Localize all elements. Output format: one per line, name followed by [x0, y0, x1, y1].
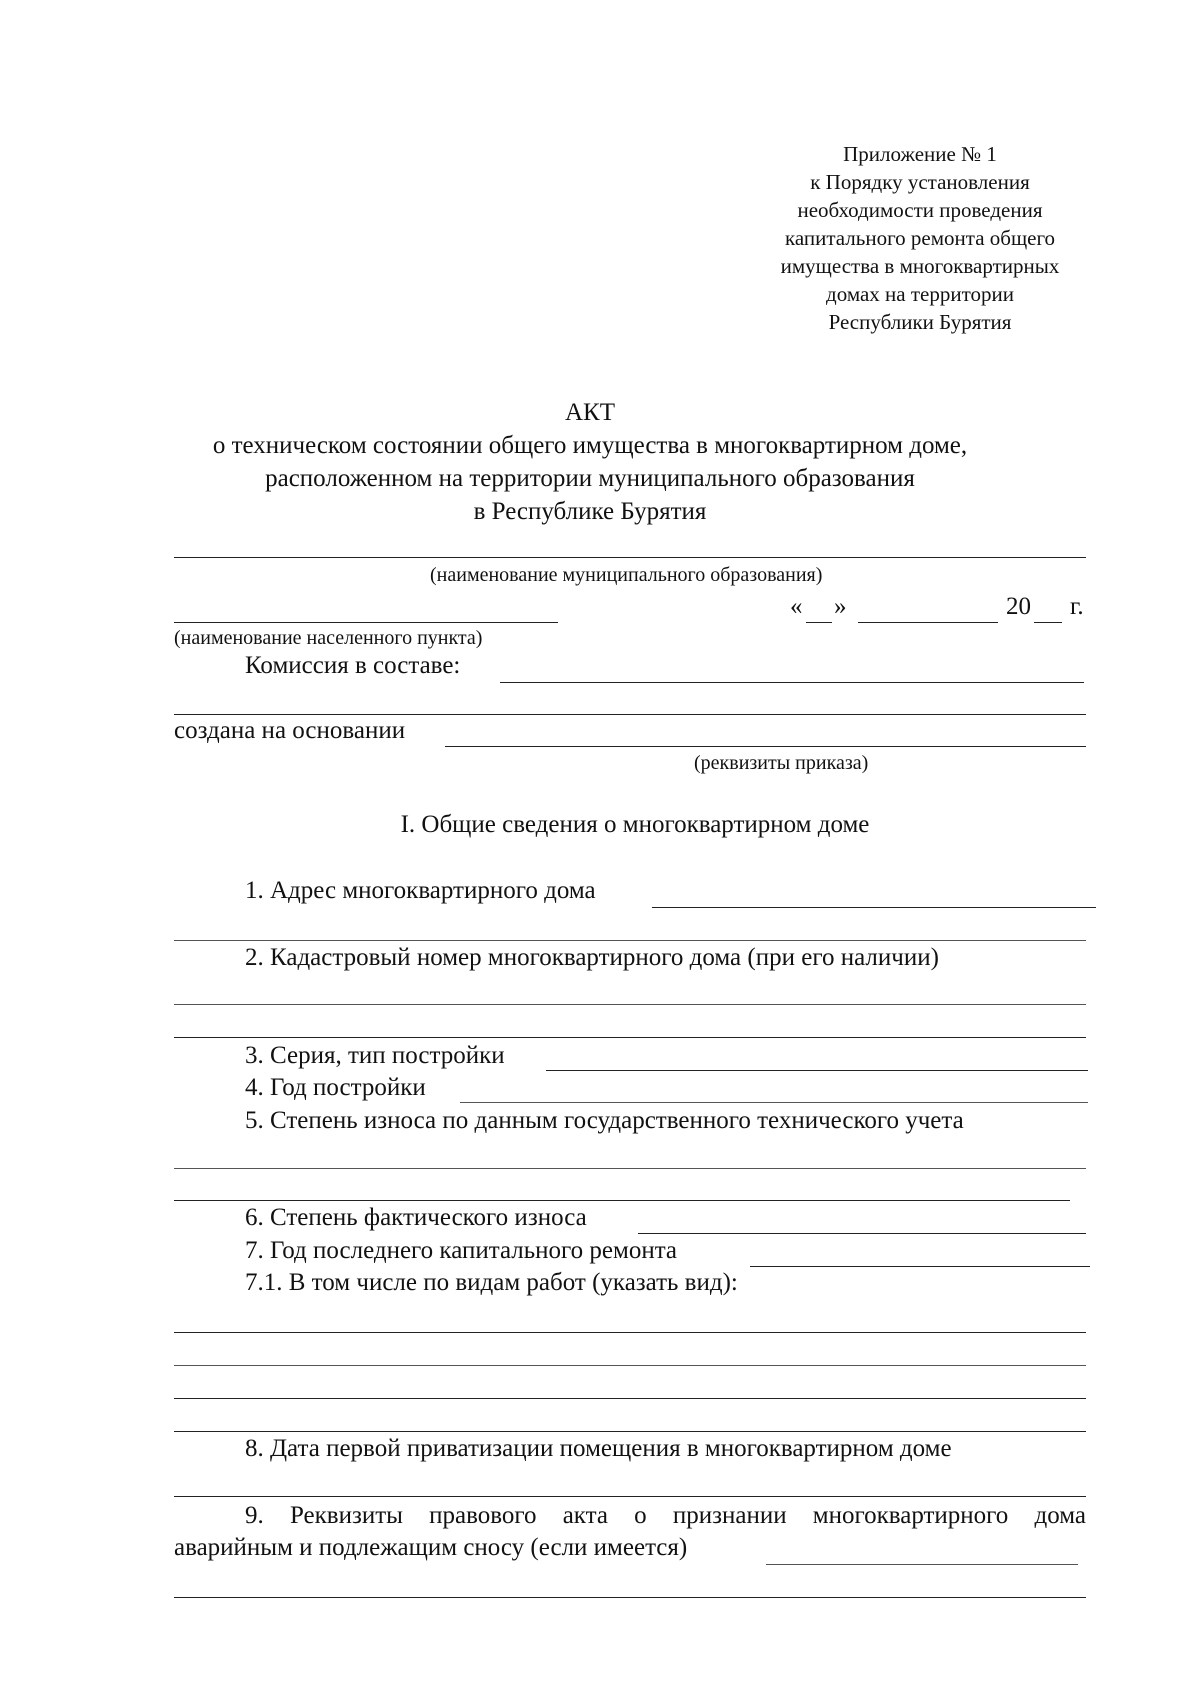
basis-field[interactable]: [445, 746, 1086, 747]
appendix-line: к Порядку установления: [810, 170, 1030, 194]
item-wear-state-label: 5. Степень износа по данным государственного технического учета: [245, 1107, 964, 1134]
title-line: о техническом состоянии общего имущества в многоквартирном доме,: [212, 432, 968, 459]
title-heading: АКТ: [565, 399, 615, 426]
title-line: расположенном на территории муниципального образования: [265, 465, 915, 492]
title-line: в Республике Бурятия: [473, 498, 707, 525]
address-field-continued[interactable]: [174, 940, 1086, 941]
work-types-field-4[interactable]: [174, 1431, 1086, 1432]
date-open-quote: «: [790, 593, 803, 620]
item-year-built-label: 4. Год постройки: [245, 1074, 426, 1101]
basis-label: создана на основании: [174, 717, 406, 744]
appendix-line: Приложение № 1: [843, 142, 997, 166]
cadastral-field[interactable]: [174, 1004, 1086, 1005]
date-year-prefix: 20: [1006, 593, 1031, 620]
settlement-field[interactable]: [174, 622, 558, 623]
item-work-types-label: 7.1. В том числе по видам работ (указать вид):: [245, 1269, 738, 1296]
wear-actual-field[interactable]: [638, 1233, 1086, 1234]
appendix-line: имущества в многоквартирных: [780, 254, 1060, 278]
item-last-repair-label: 7. Год последнего капитального ремонта: [245, 1237, 678, 1264]
item-legal-act-line1: 9. Реквизиты правового акта о признании многоквартирного дома: [245, 1502, 1086, 1529]
item-privatization-label: 8. Дата первой приватизации помещения в многоквартирном доме: [245, 1435, 952, 1462]
commission-field-continued[interactable]: [174, 714, 1086, 715]
commission-label: Комиссия в составе:: [245, 652, 461, 679]
legal-act-field-continued[interactable]: [174, 1597, 1086, 1598]
work-types-field-1[interactable]: [174, 1332, 1086, 1333]
appendix-block: [740, 140, 1100, 336]
item-address-label: 1. Адрес многоквартирного дома: [245, 877, 596, 904]
item-legal-act-line2: аварийным и подлежащим сносу (если имеется): [174, 1534, 688, 1561]
municipality-field[interactable]: [174, 557, 1086, 558]
year-built-field[interactable]: [460, 1102, 1088, 1103]
date-day-field[interactable]: [806, 622, 832, 623]
appendix-line: капитального ремонта общего: [784, 226, 1056, 250]
item-cadastral-label: 2. Кадастровый номер многоквартирного дома (при его наличии): [245, 944, 939, 971]
item-wear-actual-label: 6. Степень фактического износа: [245, 1204, 587, 1231]
order-caption: (реквизиты приказа): [694, 752, 869, 774]
appendix-line: Республики Бурятия: [828, 310, 1012, 334]
section-heading: I. Общие сведения о многоквартирном доме: [400, 811, 870, 838]
commission-field[interactable]: [500, 682, 1084, 683]
address-field[interactable]: [652, 907, 1096, 908]
appendix-line: домах на территории: [826, 282, 1014, 306]
legal-act-field[interactable]: [766, 1564, 1078, 1565]
date-month-field[interactable]: [858, 622, 998, 623]
privatization-field[interactable]: [174, 1496, 1086, 1497]
appendix-line: необходимости проведения: [797, 198, 1043, 222]
date-year-suffix: г.: [1070, 593, 1084, 620]
wear-state-field[interactable]: [174, 1168, 1086, 1169]
last-repair-field[interactable]: [750, 1266, 1090, 1267]
municipality-caption: (наименование муниципального образования): [430, 564, 823, 586]
settlement-caption: (наименование населенного пункта): [174, 627, 483, 649]
work-types-field-3[interactable]: [174, 1398, 1086, 1399]
date-year-field[interactable]: [1034, 622, 1062, 623]
wear-state-field-continued[interactable]: [174, 1200, 1070, 1201]
date-close-quote: »: [834, 593, 847, 620]
item-series-label: 3. Серия, тип постройки: [245, 1042, 505, 1069]
item-legal-act: [174, 1500, 1086, 1532]
document-title: [140, 396, 1040, 528]
work-types-field-2[interactable]: [174, 1365, 1086, 1366]
cadastral-field-continued[interactable]: [174, 1037, 1086, 1038]
series-field[interactable]: [546, 1070, 1088, 1071]
